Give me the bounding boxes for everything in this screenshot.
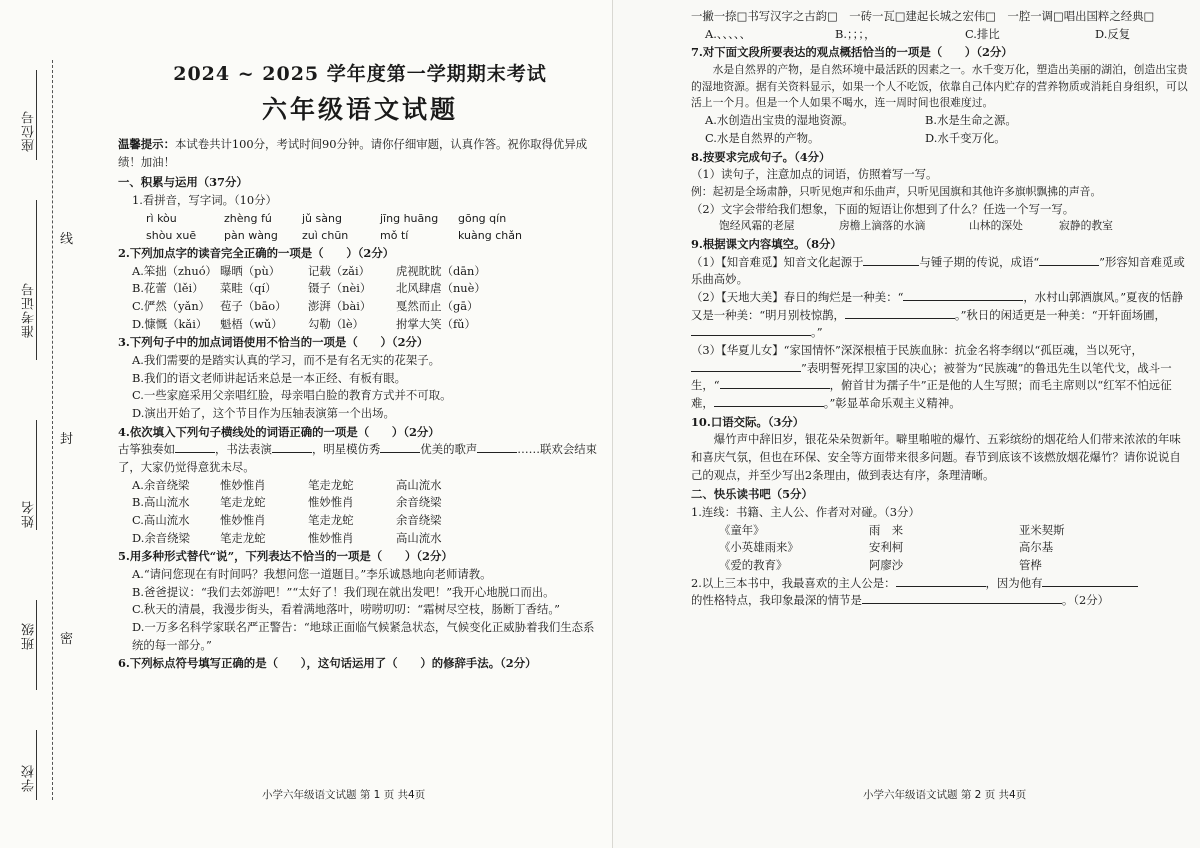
q6-options <box>691 26 1191 44</box>
question-1: 1.看拼音，写字词。（10分） <box>132 193 277 208</box>
tip-label: 温馨提示： <box>118 137 175 152</box>
option-cell: 笔走龙蛇 <box>220 495 266 510</box>
option-cell: 北风肆虐（nuè） <box>396 281 486 296</box>
exam-subtitle: 六年级语文试题 <box>261 95 458 125</box>
phrase: 饱经风霜的老屋 <box>719 219 795 233</box>
binding-strip <box>0 0 74 848</box>
section-1-heading: 一、积累与运用（37分） <box>118 174 248 189</box>
option-cell: D.水千变万化。 <box>925 130 1006 145</box>
option-cell: 笔走龙蛇 <box>220 530 266 545</box>
option-cell: 澎湃（bài） <box>308 298 372 313</box>
answer-blank[interactable] <box>714 395 824 407</box>
option-cell: A.、、、、、 <box>705 26 752 41</box>
option-cell: 戛然而止（gā） <box>396 298 479 313</box>
q5-option-a: A.“请问您现在有时间吗？我想问您一道题目。”李乐诚恳地向老师请教。 <box>132 567 492 582</box>
q4-text: 优美的歌声 <box>420 442 478 457</box>
option-cell: D.慷慨（kǎi） <box>132 316 208 331</box>
pinyin: shòu xuē <box>146 228 197 242</box>
q9-text: 。”彰显革命乐观主义精神。 <box>823 396 961 411</box>
option-cell: 勾勒（lè） <box>308 316 364 331</box>
question-6: 6.下列标点符号填写正确的是（ ），这句话运用了（ ）的修辞手法。（2分） <box>118 656 537 671</box>
q4-option-d <box>118 530 602 548</box>
school-label: 学校 <box>22 764 37 792</box>
option-cell: A.笨拙（zhuó） <box>132 263 217 278</box>
option-cell: 高山流水 <box>396 530 442 545</box>
q9-text: ，水村山郭酒旗风。”夏夜的恬静又是一种美：“明月别枝惊鹊， <box>691 290 1183 322</box>
q2-option-a <box>118 263 602 281</box>
option-cell: 笔走龙蛇 <box>308 513 354 528</box>
q4-option-b <box>118 494 602 512</box>
option-cell: D.余音绕梁 <box>132 530 190 545</box>
page-footer-1: 小学六年级语文试题 第 1 页 共4页 <box>262 789 426 801</box>
book-row <box>691 539 1191 557</box>
r2-text: ，因为他有 <box>985 575 1043 590</box>
q4-text: ……联欢会结束了，大家仍觉得意犹未尽。 <box>118 442 598 475</box>
protagonist: 阿廖沙 <box>869 558 904 573</box>
right-page <box>612 0 1200 848</box>
option-cell: 曝晒（pù） <box>220 263 281 278</box>
q5-option-c: C.秋天的清晨，我漫步街头，看着满地落叶，唠唠叨叨：“霜树尽空枝，肠断丁香结。” <box>132 602 560 617</box>
q8-part-2: （2）文字会带给我们想象，下面的短语让你想到了什么？任选一个写一写。 <box>691 201 1075 216</box>
name-line <box>36 420 37 530</box>
answer-blank[interactable] <box>175 441 215 453</box>
tip <box>118 136 602 171</box>
r2-text: 。（2分） <box>1061 593 1109 608</box>
option-cell: 惟妙惟肖 <box>308 530 354 545</box>
mark-seal: 封 <box>60 432 74 447</box>
q9-text: ”形容知音难觅或乐曲高妙。 <box>691 254 1185 287</box>
pinyin: kuàng chǎn <box>458 228 522 242</box>
question-3: 3.下列句子中的加点词语使用不恰当的一项是（ ）（2分） <box>118 335 429 350</box>
book-title: 《爱的教育》 <box>719 558 788 573</box>
pinyin: jīng huāng <box>380 211 439 225</box>
option-cell: C.排比 <box>965 26 1000 41</box>
seat-line <box>36 70 37 160</box>
q5-option-d: D.一万多名科学家联名严正警告：“地球正面临气候紧急状态，气候变化正威胁着我们生态系统的每一部分。” <box>132 620 595 652</box>
pinyin: jǔ sàng <box>302 211 342 225</box>
q9-text: 守， <box>1120 343 1143 358</box>
reading-question-2 <box>691 575 1191 593</box>
q3-option-d: D.演出开始了，这个节目作为压轴表演第一个出场。 <box>132 406 395 421</box>
q9-text: 。”秋日的闲适更是一种美：“开轩面场圃， <box>954 307 1166 322</box>
q9-part-2 <box>691 289 1191 342</box>
q4-text: 古筝独奏如 <box>118 442 175 457</box>
option-cell: B.；；；， <box>835 26 876 41</box>
q9-text: （1）【知音难觅】知音文化起源于 <box>691 254 864 269</box>
question-4: 4.依次填入下列句子横线处的词语正确的一项是（ ）（2分） <box>118 424 440 439</box>
q10-passage: 爆竹声中辞旧岁，银花朵朵贺新年。噼里啪啦的爆竹、五彩缤纷的烟花给人们带来浓浓的年味和喜庆气氛，但也在环保、安全等方面带来很多问题。春节到底该不该燃放烟花爆竹？请你说说自己的观点，并至少写出2条理由，做到表达有序，条理清晰。 <box>691 432 1181 482</box>
mark-secret: 密 <box>60 632 74 647</box>
q9-part-1 <box>691 254 1191 289</box>
answer-blank[interactable] <box>863 254 919 266</box>
option-cell: 魁梧（wǔ） <box>220 316 283 331</box>
option-cell: 余音绕梁 <box>396 513 442 528</box>
q8-example: 例：起初是全场肃静，只听见炮声和乐曲声，只听见国旗和其他许多旗帜飘拂的声音。 <box>691 184 1102 198</box>
pinyin: rì kòu <box>146 211 177 225</box>
exam-no-line <box>36 200 37 360</box>
option-cell: B.高山流水 <box>132 495 190 510</box>
option-cell: C.俨然（yǎn） <box>132 298 211 313</box>
option-cell: C.高山流水 <box>132 513 190 528</box>
q2-option-b <box>118 280 602 298</box>
answer-blank[interactable] <box>845 307 955 319</box>
pinyin: gōng qín <box>458 211 507 225</box>
q7-options-row-1 <box>691 112 1191 130</box>
right-content <box>691 9 1191 610</box>
answer-blank[interactable] <box>1039 254 1099 266</box>
page-footer-2: 小学六年级语文试题 第 2 页 共4页 <box>863 789 1027 801</box>
q9-part-3 <box>691 342 1191 413</box>
exam-no-label: 准考证号 <box>22 282 37 338</box>
q9-text: （3）【华夏儿女】“家国情怀”深深根植于民族血脉：抗金名将李纲以“孤臣魂，当以死 <box>691 343 1121 358</box>
seal-dashed-line <box>52 60 53 800</box>
author: 亚米契斯 <box>1019 522 1065 537</box>
option-cell: D.反复 <box>1095 26 1131 41</box>
q9-text: ，俯首甘为孺子牛”正是他的人生写照；而毛主席则以“红军不怕远征难， <box>691 378 1172 411</box>
answer-blank[interactable] <box>380 441 420 453</box>
option-cell: B.花蕾（lěi） <box>132 281 204 296</box>
class-label: 班级 <box>22 622 37 650</box>
q3-option-b: B.我们的语文老师讲起话来总是一本正经、有板有眼。 <box>132 370 406 385</box>
option-cell: C.水是自然界的产物。 <box>705 130 820 145</box>
option-cell: 虎视眈眈（dān） <box>396 263 486 278</box>
q3-option-a: A.我们需要的是踏实认真的学习，而不是有名无实的花架子。 <box>132 353 441 367</box>
q4-option-a <box>118 477 602 495</box>
option-cell: 镊子（nèi） <box>308 281 372 296</box>
q4-text: ，明星模仿秀 <box>311 442 381 457</box>
q9-text: ”表明誓死捍卫家国的决心；被誉为“民族魂”的鲁迅先生以笔代戈，战斗一生，“ <box>691 360 1172 393</box>
answer-blank[interactable] <box>477 441 517 453</box>
question-5: 5.用多种形式替代“说”，下列表达不恰当的一项是（ ）（2分） <box>118 549 453 564</box>
option-cell: 苞子（bāo） <box>220 298 287 313</box>
reading-question-1: 1.连线：书籍、主人公、作者对对碰。（3分） <box>691 505 920 520</box>
answer-blank[interactable] <box>720 377 830 389</box>
section-2-heading: 二、快乐读书吧（5分） <box>691 487 813 502</box>
class-line <box>36 600 37 690</box>
name-label: 姓名 <box>22 500 37 528</box>
q6-sentence: 一撇一捺□书写汉字之古韵□ 一砖一瓦□建起长城之宏伟□ 一腔一调□唱出国粹之经典□ <box>691 9 1155 23</box>
answer-blank[interactable] <box>691 324 811 336</box>
option-cell: A.余音绕梁 <box>132 477 190 492</box>
book-row <box>691 522 1191 540</box>
option-cell: 高山流水 <box>396 477 442 492</box>
q7-passage: 水是自然界的产物，是自然环境中最活跃的因素之一。水千变万化，塑造出美丽的湖泊，创造出宝贵的湿地资源。据有关资料显示，如果一个人不吃饭，依靠自己体内贮存的营养物质或消耗自身组织，可以活上一个月。但是一个人如果不喝水，连一周时间也很难度过。 <box>691 63 1188 110</box>
option-cell: 余音绕梁 <box>396 495 442 510</box>
question-10: 10.口语交际。（3分） <box>691 414 805 429</box>
exam-title: 2024 ~ 2025 学年度第一学期期末考试 <box>173 63 547 85</box>
school-line <box>36 730 37 800</box>
q4-text: ，书法表演 <box>214 442 272 457</box>
answer-blank[interactable] <box>272 441 312 453</box>
option-cell: 拊掌大笑（fǔ） <box>396 316 476 331</box>
author: 管桦 <box>1019 558 1042 573</box>
phrase: 寂静的教室 <box>1059 219 1113 233</box>
q9-text: 。” <box>811 325 823 340</box>
option-cell: B.水是生命之源。 <box>925 113 1017 128</box>
phrase: 山林的深处 <box>969 219 1023 233</box>
pinyin: pàn wàng <box>224 228 278 242</box>
option-cell: A.水创造出宝贵的湿地资源。 <box>705 113 854 128</box>
question-2: 2.下列加点字的读音完全正确的一项是（ ）（2分） <box>118 245 395 260</box>
q9-text: 与锺子期的传说，成语“ <box>919 254 1040 269</box>
option-cell: 惟妙惟肖 <box>308 495 354 510</box>
reading-question-2-cont <box>691 592 1191 610</box>
answer-blank[interactable] <box>1042 575 1138 587</box>
pinyin: zuì chūn <box>302 228 349 242</box>
q2-option-c <box>118 298 602 316</box>
phrase: 房檐上滴落的水滴 <box>839 219 926 233</box>
q3-option-c: C.一些家庭采用父亲唱红脸，母亲唱白脸的教育方式并不可取。 <box>132 388 452 403</box>
question-7: 7.对下面文段所要表达的观点概括恰当的一项是（ ）（2分） <box>691 45 1013 60</box>
mark-line: 线 <box>60 232 74 247</box>
left-content <box>118 60 602 673</box>
q8-part-1: （1）读句子，注意加点的词语，仿照着写一写。 <box>691 167 938 182</box>
answer-blank[interactable] <box>862 592 1062 604</box>
question-9: 9.根据课文内容填空。（8分） <box>691 237 842 252</box>
q8-phrases <box>691 218 1191 235</box>
q7-options-row-2 <box>691 130 1191 148</box>
q4-sentence <box>118 441 602 476</box>
pinyin: zhèng fú <box>224 211 272 225</box>
pinyin-row-2 <box>118 227 602 244</box>
pinyin-row-1 <box>118 210 602 227</box>
q2-option-d <box>118 316 602 334</box>
q5-option-b: B.爸爸提议：“我们去郊游吧！”“太好了！我们现在就出发吧！”我开心地脱口而出。 <box>132 584 555 599</box>
answer-blank[interactable] <box>903 289 1023 301</box>
seat-label: 座位号 <box>22 110 37 152</box>
option-cell: 记载（zǎi） <box>308 263 370 278</box>
answer-blank[interactable] <box>691 360 801 372</box>
author: 高尔基 <box>1019 540 1054 555</box>
answer-blank[interactable] <box>896 575 986 587</box>
r2-text: 的性格特点，我印象最深的情节是 <box>691 593 862 608</box>
protagonist: 安利柯 <box>869 540 904 555</box>
option-cell: 惟妙惟肖 <box>220 513 266 528</box>
book-row <box>691 557 1191 575</box>
q4-option-c <box>118 512 602 530</box>
pinyin: mǒ tí <box>380 228 409 242</box>
q9-text: （2）【天地大美】春日的绚烂是一种美：“ <box>691 290 904 305</box>
book-title: 《小英雄雨来》 <box>719 540 799 555</box>
protagonist: 雨 来 <box>869 522 904 537</box>
book-title: 《童年》 <box>719 522 765 537</box>
option-cell: 笔走龙蛇 <box>308 477 354 492</box>
option-cell: 惟妙惟肖 <box>220 477 266 492</box>
r2-text: 2.以上三本书中，我最喜欢的主人公是： <box>691 575 896 590</box>
question-8: 8.按要求完成句子。（4分） <box>691 149 831 164</box>
option-cell: 菜畦（qí） <box>220 281 277 296</box>
tip-text: 本试卷共计100分，考试时间90分钟。请你仔细审题，认真作答。祝你取得优异成绩！加油！ <box>118 137 588 169</box>
